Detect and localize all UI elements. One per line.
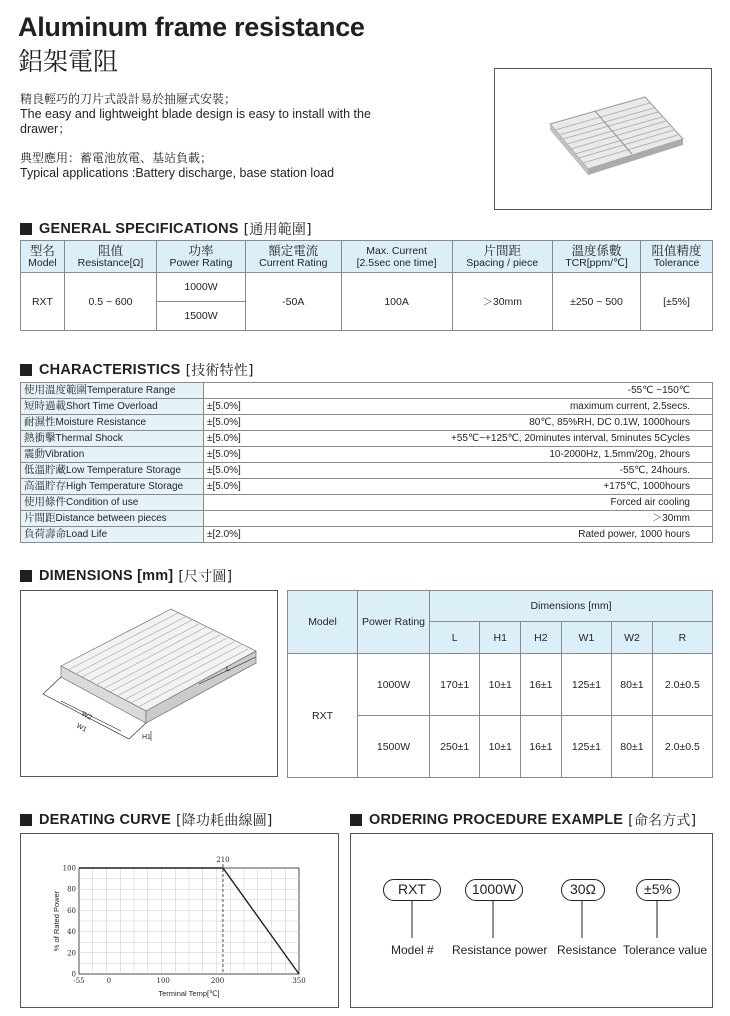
characteristic-tolerance: ±[5.0%]: [204, 479, 274, 495]
characteristic-name-chinese: 熱衝擊: [24, 432, 56, 444]
header-primary: 片間距: [483, 242, 521, 258]
x-tick-label: 350: [292, 977, 306, 985]
code-resistance: 30Ω: [561, 879, 605, 901]
square-bullet-icon: [20, 223, 32, 235]
characteristic-condition: 10-2000Hz, 1.5mm/20g, 2hours: [274, 447, 713, 463]
table-row: [21, 463, 713, 479]
characteristic-condition: -55℃, 24hours.: [274, 463, 713, 479]
characteristic-name-chinese: 使用溫度範圍: [24, 384, 87, 396]
derating-chart: [20, 833, 339, 1008]
power-rating-header: Power Rating: [358, 591, 430, 654]
power-cell: 1500W: [358, 716, 430, 778]
dimensions-header: Dimensions [mm]: [430, 591, 713, 622]
table-row: [21, 447, 713, 463]
characteristic-condition: Forced air cooling: [274, 495, 713, 511]
y-tick-label: 20: [67, 949, 76, 958]
general-specifications-table: [20, 240, 713, 331]
label-power: Resistance power: [452, 943, 548, 957]
table-row: [21, 495, 713, 511]
tolerance-cell: [±5%]: [641, 273, 713, 331]
max-current-cell: 100A: [341, 273, 452, 331]
spec-header: [157, 241, 246, 273]
square-bullet-icon: [20, 814, 32, 826]
characteristic-name: [21, 527, 204, 543]
code-power: 1000W: [465, 879, 523, 901]
model-cell: RXT: [288, 654, 358, 778]
table-row: [21, 415, 713, 431]
heading-english: ORDERING PROCEDURE EXAMPLE: [369, 812, 624, 828]
header-primary: 阻值精度: [651, 242, 702, 258]
square-bullet-icon: [20, 570, 32, 582]
table-row: [21, 511, 713, 527]
spec-header: [641, 241, 713, 273]
spacing-cell: ＞30mm: [452, 273, 552, 331]
characteristic-name: [21, 463, 204, 479]
dimension-value: 125±1: [561, 716, 611, 778]
characteristic-name: [21, 495, 204, 511]
table-row: [21, 479, 713, 495]
general-specifications-heading: [20, 219, 312, 239]
header-primary: 額定電流: [268, 242, 319, 258]
x-axis-label: Terminal Temp[℃]: [158, 989, 220, 998]
dimensions-table: [287, 590, 713, 778]
square-bullet-icon: [20, 364, 32, 376]
characteristic-condition: 80℃, 85%RH, DC 0.1W, 1000hours: [274, 415, 713, 431]
x-tick-label: 200: [210, 977, 225, 985]
code-tolerance: ±5%: [636, 879, 680, 901]
characteristic-name-english: Moisture Resistance: [55, 417, 147, 428]
characteristic-name: [21, 511, 204, 527]
ordering-procedure-heading: [350, 810, 696, 830]
y-tick-label: 60: [67, 906, 76, 915]
dimension-column-header: W2: [612, 622, 653, 654]
code-model: RXT: [383, 879, 441, 901]
characteristic-tolerance: [204, 495, 274, 511]
characteristic-name-english: Temperature Range: [87, 385, 176, 396]
dimension-value: 250±1: [430, 716, 480, 778]
spec-header: [21, 241, 65, 273]
characteristic-condition: Rated power, 1000 hours: [274, 527, 713, 543]
model-header: Model: [288, 591, 358, 654]
dimension-column-header: H1: [480, 622, 521, 654]
characteristic-name: [21, 383, 204, 399]
dimension-label-w1: W1: [75, 722, 88, 734]
heading-chinese: [降功耗曲線圖]: [175, 813, 273, 829]
characteristic-name-chinese: 震動: [24, 448, 45, 460]
dimension-column-header: R: [652, 622, 712, 654]
characteristic-condition: maximum current, 2.5secs.: [274, 399, 713, 415]
table-row: [21, 527, 713, 543]
header-secondary: Spacing / piece: [466, 256, 539, 269]
spec-header: [452, 241, 552, 273]
dimension-value: 2.0±0.5: [652, 654, 712, 716]
power-cell: 1000W: [157, 273, 246, 302]
dimension-column-header: H2: [521, 622, 562, 654]
spec-header: [245, 241, 341, 273]
label-resistance: Resistance: [557, 943, 617, 957]
characteristic-tolerance: ±[5.0%]: [204, 415, 274, 431]
table-row: [21, 383, 713, 399]
dimension-value: 80±1: [612, 654, 653, 716]
characteristic-name-english: Distance between pieces: [55, 513, 167, 524]
dimension-value: 16±1: [521, 716, 562, 778]
y-axis-label: % of Rated Power: [52, 890, 61, 952]
ordering-example: [350, 833, 713, 1008]
dimension-label-h1: H1: [142, 734, 151, 741]
characteristic-tolerance: [204, 383, 274, 399]
characteristic-condition: +55℃~+125℃, 20minutes interval, 5minutes 5Cycles: [274, 431, 713, 447]
dimension-column-header: L: [430, 622, 480, 654]
square-bullet-icon: [350, 814, 362, 826]
power-cell: 1500W: [157, 302, 246, 331]
heading-english: GENERAL SPECIFICATIONS: [39, 221, 239, 237]
label-tolerance: Tolerance value: [623, 943, 708, 957]
heading-chinese: [通用範圍]: [243, 222, 312, 238]
x-tick-label: 100: [156, 977, 170, 985]
x-tick-label: -55: [73, 977, 85, 985]
spec-header: [341, 241, 452, 273]
dimension-value: 2.0±0.5: [652, 716, 712, 778]
knee-annotation: 210: [216, 856, 230, 864]
header-secondary: [2.5sec one time]: [356, 256, 437, 269]
header-primary: 功率: [188, 242, 214, 258]
characteristics-heading: [20, 360, 254, 380]
characteristic-condition: +175℃, 1000hours: [274, 479, 713, 495]
header-secondary: TCR[ppm/℃]: [565, 256, 628, 269]
characteristic-tolerance: ±[5.0%]: [204, 431, 274, 447]
dimension-value: 125±1: [561, 654, 611, 716]
header-primary: 阻值: [97, 242, 123, 258]
characteristic-condition: ＞30mm: [274, 511, 713, 527]
heading-english: DIMENSIONS [mm]: [39, 568, 174, 584]
table-row: [21, 431, 713, 447]
header-secondary: Tolerance: [653, 256, 700, 269]
characteristic-name: [21, 399, 204, 415]
characteristic-name-english: Thermal Shock: [55, 433, 123, 444]
dimensions-heading: [20, 566, 232, 586]
characteristic-name: [21, 479, 204, 495]
header-primary: 溫度係數: [571, 242, 622, 258]
characteristic-tolerance: ±[5.0%]: [204, 463, 274, 479]
characteristic-name-chinese: 片間距: [24, 512, 56, 524]
characteristic-tolerance: [204, 511, 274, 527]
dimension-value: 80±1: [612, 716, 653, 778]
characteristic-name-english: High Temperature Storage: [66, 481, 184, 492]
header-secondary: Current Rating: [259, 256, 328, 269]
dimension-label-l: L: [226, 666, 230, 673]
spec-header: [64, 241, 156, 273]
dimension-label-w2: W2: [80, 710, 93, 722]
characteristic-condition: -55℃ ~150℃: [274, 383, 713, 399]
applications-english: Typical applications :Battery discharge, base station load: [20, 166, 335, 180]
characteristic-name-chinese: 使用條件: [24, 496, 66, 508]
characteristic-name-english: Short Time Overload: [66, 401, 158, 412]
characteristic-name: [21, 431, 204, 447]
y-tick-label: 80: [67, 885, 76, 894]
dimension-value: 170±1: [430, 654, 480, 716]
characteristic-name-english: Load Life: [66, 529, 108, 540]
model-cell: RXT: [21, 273, 65, 331]
tcr-cell: ±250 ~ 500: [552, 273, 640, 331]
description-chinese: 精良輕巧的刀片式設計易於抽屜式安裝；: [20, 92, 237, 106]
page-title-chinese: 鋁架電阻: [18, 47, 119, 76]
characteristic-name: [21, 415, 204, 431]
dimension-drawing: [20, 590, 278, 777]
heading-chinese: [尺寸圖]: [178, 569, 233, 585]
characteristic-tolerance: ±[2.0%]: [204, 527, 274, 543]
characteristic-name: [21, 447, 204, 463]
product-photo: [494, 68, 712, 210]
spec-header: [552, 241, 640, 273]
characteristic-name-chinese: 高溫貯存: [24, 480, 66, 492]
characteristic-name-chinese: 短時過載: [24, 400, 66, 412]
header-secondary: Resistance[Ω]: [77, 256, 144, 269]
header-primary: Max. Current: [366, 244, 427, 257]
header-secondary: Model: [28, 256, 57, 269]
ordering-connector-lines: [412, 901, 657, 938]
power-cell: 1000W: [358, 654, 430, 716]
characteristic-tolerance: ±[5.0%]: [204, 447, 274, 463]
resistance-cell: 0.5 ~ 600: [64, 273, 156, 331]
characteristic-name-chinese: 耐濕性: [24, 416, 56, 428]
intro-text: [20, 92, 390, 195]
dimension-value: 10±1: [480, 654, 521, 716]
characteristic-name-chinese: 負荷壽命: [24, 528, 66, 540]
heading-english: CHARACTERISTICS: [39, 362, 181, 378]
derating-curve-heading: [20, 810, 273, 830]
characteristic-name-chinese: 低溫貯藏: [24, 464, 66, 476]
characteristics-table: [20, 382, 713, 543]
y-tick-label: 100: [62, 864, 76, 873]
header-secondary: Power Rating: [169, 256, 233, 269]
characteristic-name-english: Vibration: [45, 449, 85, 460]
dimension-value: 16±1: [521, 654, 562, 716]
table-row: [288, 654, 713, 716]
dimension-column-header: W1: [561, 622, 611, 654]
x-tick-label: 0: [106, 977, 112, 985]
description-english: The easy and lightweight blade design is easy to install with the drawer；: [20, 107, 371, 136]
page-title: Aluminum frame resistance: [18, 12, 365, 42]
heading-chinese: [命名方式]: [628, 813, 697, 829]
y-tick-label: 0: [71, 970, 76, 979]
dimension-value: 10±1: [480, 716, 521, 778]
label-model: Model #: [391, 943, 434, 957]
y-tick-label: 40: [67, 928, 76, 937]
current-cell: -50A: [245, 273, 341, 331]
heading-chinese: [技術特性]: [185, 363, 254, 379]
table-row: [21, 399, 713, 415]
characteristic-name-english: Condition of use: [66, 497, 139, 508]
header-primary: 型名: [29, 242, 55, 258]
characteristic-tolerance: ±[5.0%]: [204, 399, 274, 415]
applications-chinese: 典型應用：蓄電池放電、基站負載；: [20, 151, 213, 165]
heading-english: DERATING CURVE: [39, 812, 171, 828]
characteristic-name-english: Low Temperature Storage: [66, 465, 181, 476]
